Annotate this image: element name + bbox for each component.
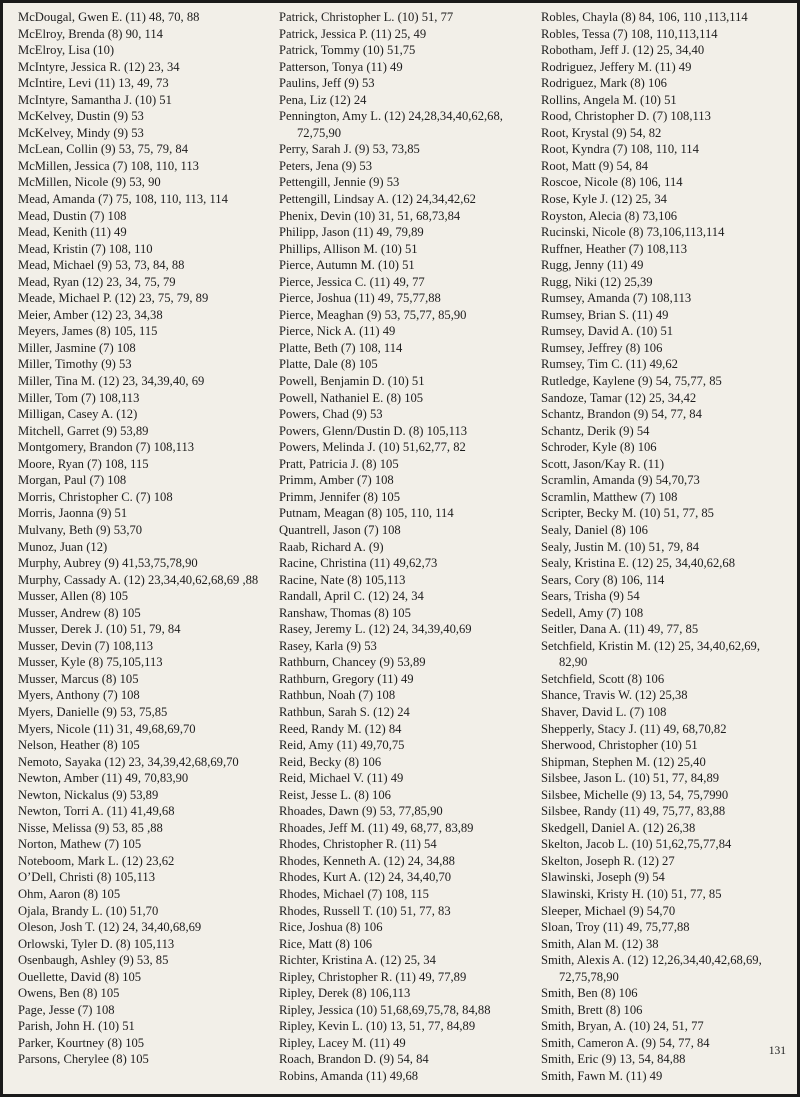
index-entry: Sealy, Justin M. (10) 51, 79, 84 xyxy=(541,539,699,554)
index-entry: Robles, Chayla (8) 84, 106, 110 ,113,114 xyxy=(541,10,748,24)
index-entry: Scramlin, Matthew (7) 108 xyxy=(541,489,678,504)
index-entry: Rose, Kyle J. (12) 25, 34 xyxy=(541,192,667,207)
index-entry: Patrick, Christopher L. (10) 51, 77 xyxy=(279,10,454,24)
index-entry: Musser, Devin (7) 108,113 xyxy=(18,638,154,653)
index-entry: Slawinski, Kristy H. (10) 51, 77, 85 xyxy=(541,886,722,901)
index-entry: Rhodes, Russell T. (10) 51, 77, 83 xyxy=(279,903,451,918)
index-entry: Miller, Timothy (9) 53 xyxy=(18,357,132,372)
index-entry: Shipman, Stephen M. (12) 25,40 xyxy=(541,754,706,769)
index-entry: Musser, Andrew (8) 105 xyxy=(18,605,141,620)
index-entry: Rathburn, Chancey (9) 53,89 xyxy=(279,655,426,670)
index-entry: Sherwood, Christopher (10) 51 xyxy=(541,738,698,753)
index-entry: Ojala, Brandy L. (10) 51,70 xyxy=(18,903,159,918)
index-entry: Patrick, Tommy (10) 51,75 xyxy=(279,43,416,58)
index-entry: Nemoto, Sayaka (12) 23, 34,39,42,68,69,70 xyxy=(18,754,239,769)
index-entry: Sloan, Troy (11) 49, 75,77,88 xyxy=(541,920,690,935)
index-entry: Smith, Alexis A. (12) 12,26,34,40,42,68,69, 72,75,78,90 xyxy=(541,953,762,984)
index-entry: Reid, Becky (8) 106 xyxy=(279,754,382,769)
index-entry: Putnam, Meagan (8) 105, 110, 114 xyxy=(279,506,454,521)
index-entry: Pierce, Joshua (11) 49, 75,77,88 xyxy=(279,291,441,306)
index-entry: McKelvey, Dustin (9) 53 xyxy=(18,109,144,124)
index-entry: Smith, Ben (8) 106 xyxy=(541,986,638,1001)
index-entry: Silsbee, Michelle (9) 13, 54, 75,7990 xyxy=(541,787,729,802)
index-entry: Racine, Nate (8) 105,113 xyxy=(279,572,406,587)
index-entry: Skelton, Jacob L. (10) 51,62,75,77,84 xyxy=(541,837,732,852)
index-entry: Smith, Brett (8) 106 xyxy=(541,1002,643,1017)
index-entry: Scott, Jason/Kay R. (11) xyxy=(541,456,665,471)
index-entry: Owens, Ben (8) 105 xyxy=(18,986,120,1001)
page-number: 131 xyxy=(768,1045,786,1057)
index-entry: Musser, Derek J. (10) 51, 79, 84 xyxy=(18,622,181,637)
index-entry: Rucinski, Nicole (8) 73,106,113,114 xyxy=(541,225,725,240)
index-entry: Setchfield, Scott (8) 106 xyxy=(541,671,665,686)
index-entry: Smith, Fawn M. (11) 49 xyxy=(541,1069,663,1083)
index-entry: Musser, Kyle (8) 75,105,113 xyxy=(18,655,163,670)
index-entry: Powers, Glenn/Dustin D. (8) 105,113 xyxy=(279,423,468,438)
index-entry: Reed, Randy M. (12) 84 xyxy=(279,721,402,736)
index-entry: Morris, Jaonna (9) 51 xyxy=(18,506,128,521)
index-entry: McDougal, Gwen E. (11) 48, 70, 88 xyxy=(18,10,200,24)
index-entry: Patrick, Jessica P. (11) 25, 49 xyxy=(279,26,427,41)
index-entry: Raab, Richard A. (9) xyxy=(279,539,384,554)
index-entry: Rutledge, Kaylene (9) 54, 75,77, 85 xyxy=(541,374,722,389)
index-entry: Pratt, Patricia J. (8) 105 xyxy=(279,456,399,471)
index-entry: Ripley, Lacey M. (11) 49 xyxy=(279,1035,406,1050)
index-entry: Myers, Danielle (9) 53, 75,85 xyxy=(18,704,168,719)
index-entry: Racine, Christina (11) 49,62,73 xyxy=(279,556,438,571)
index-entry: Pettengill, Lindsay A. (12) 24,34,42,62 xyxy=(279,192,476,207)
index-entry: Scramlin, Amanda (9) 54,70,73 xyxy=(541,473,700,488)
index-entry: Miller, Tina M. (12) 23, 34,39,40, 69 xyxy=(18,374,205,389)
index-entry: Mead, Kristin (7) 108, 110 xyxy=(18,241,153,256)
index-entry: Roach, Brandon D. (9) 54, 84 xyxy=(279,1052,429,1067)
index-entry: Shepperly, Stacy J. (11) 49, 68,70,82 xyxy=(541,721,727,736)
index-entry: Robotham, Jeff J. (12) 25, 34,40 xyxy=(541,43,705,58)
index-entry: Mead, Ryan (12) 23, 34, 75, 79 xyxy=(18,274,176,289)
index-entry: Pennington, Amy L. (12) 24,28,34,40,62,68, 72,75,90 xyxy=(279,109,503,140)
index-entry: Osenbaugh, Ashley (9) 53, 85 xyxy=(18,953,169,968)
index-entry: Ripley, Derek (8) 106,113 xyxy=(279,986,411,1001)
index-page xyxy=(3,3,797,1094)
index-entry: O’Dell, Christi (8) 105,113 xyxy=(18,870,155,885)
index-entry: Ohm, Aaron (8) 105 xyxy=(18,886,121,901)
index-entry: Ripley, Jessica (10) 51,68,69,75,78, 84,88 xyxy=(279,1002,491,1017)
index-entry: Scripter, Becky M. (10) 51, 77, 85 xyxy=(541,506,714,521)
index-entry: Sedell, Amy (7) 108 xyxy=(541,605,644,620)
index-entry: Smith, Cameron A. (9) 54, 77, 84 xyxy=(541,1035,710,1050)
index-column-3 xyxy=(541,9,791,1085)
index-entry: Powell, Benjamin D. (10) 51 xyxy=(279,374,425,389)
index-entry: Mead, Michael (9) 53, 73, 84, 88 xyxy=(18,258,185,273)
index-entry: Moore, Ryan (7) 108, 115 xyxy=(18,456,149,471)
index-entry: Setchfield, Kristin M. (12) 25, 34,40,62,69, 82,90 xyxy=(541,638,760,670)
index-entry: Platte, Beth (7) 108, 114 xyxy=(279,340,403,355)
index-entry: McKelvey, Mindy (9) 53 xyxy=(18,125,144,140)
index-entry: Smith, Bryan, A. (10) 24, 51, 77 xyxy=(541,1019,704,1034)
index-entry: Parsons, Cherylee (8) 105 xyxy=(18,1052,149,1067)
index-entry: Skedgell, Daniel A. (12) 26,38 xyxy=(541,820,696,835)
index-entry: McElroy, Brenda (8) 90, 114 xyxy=(18,26,163,41)
index-entry: Powers, Melinda J. (10) 51,62,77, 82 xyxy=(279,440,466,455)
index-entry: Mead, Dustin (7) 108 xyxy=(18,208,127,223)
index-entry: Parker, Kourtney (8) 105 xyxy=(18,1035,145,1050)
index-entry: Randall, April C. (12) 24, 34 xyxy=(279,589,424,604)
index-entry: McLean, Collin (9) 53, 75, 79, 84 xyxy=(18,142,188,157)
index-entry: Rugg, Niki (12) 25,39 xyxy=(541,274,653,289)
index-entry: Meier, Amber (12) 23, 34,38 xyxy=(18,307,163,322)
index-entry: Shance, Travis W. (12) 25,38 xyxy=(541,688,688,703)
index-column-2 xyxy=(279,9,533,1085)
index-entry: Slawinski, Joseph (9) 54 xyxy=(541,870,665,885)
index-entry: Rodriguez, Jeffery M. (11) 49 xyxy=(541,59,692,74)
index-entry: Rodriguez, Mark (8) 106 xyxy=(541,76,667,91)
index-entry: Mead, Kenith (11) 49 xyxy=(18,225,127,240)
index-entry: Schroder, Kyle (8) 106 xyxy=(541,440,657,455)
index-entry: Sears, Cory (8) 106, 114 xyxy=(541,572,665,587)
index-entry: McIntyre, Samantha J. (10) 51 xyxy=(18,92,172,107)
index-entry: Norton, Mathew (7) 105 xyxy=(18,837,142,852)
index-entry: Reid, Michael V. (11) 49 xyxy=(279,771,404,786)
index-entry: Morgan, Paul (7) 108 xyxy=(18,473,127,488)
index-entry: Patterson, Tonya (11) 49 xyxy=(279,59,403,74)
index-entry: Roscoe, Nicole (8) 106, 114 xyxy=(541,175,683,190)
index-entry: Pierce, Meaghan (9) 53, 75,77, 85,90 xyxy=(279,307,467,322)
index-entry: Oleson, Josh T. (12) 24, 34,40,68,69 xyxy=(18,920,202,935)
index-entry: Pena, Liz (12) 24 xyxy=(279,92,367,107)
index-entry: Morris, Christopher C. (7) 108 xyxy=(18,489,173,504)
index-entry: Root, Matt (9) 54, 84 xyxy=(541,158,649,173)
index-entry: Rhodes, Michael (7) 108, 115 xyxy=(279,886,429,901)
index-entry: Rumsey, Amanda (7) 108,113 xyxy=(541,291,692,306)
index-entry: Meyers, James (8) 105, 115 xyxy=(18,324,158,339)
index-entry: Phillips, Allison M. (10) 51 xyxy=(279,241,418,256)
index-entry: Phenix, Devin (10) 31, 51, 68,73,84 xyxy=(279,208,461,223)
index-entry: Reist, Jesse L. (8) 106 xyxy=(279,787,391,802)
index-entry: Parish, John H. (10) 51 xyxy=(18,1019,135,1034)
index-entry: Rathbun, Noah (7) 108 xyxy=(279,688,396,703)
index-entry: Nisse, Melissa (9) 53, 85 ,88 xyxy=(18,820,163,835)
index-entry: Ranshaw, Thomas (8) 105 xyxy=(279,605,411,620)
index-entry: Primm, Amber (7) 108 xyxy=(279,473,394,488)
index-entry: Myers, Anthony (7) 108 xyxy=(18,688,140,703)
index-entry: Sleeper, Michael (9) 54,70 xyxy=(541,903,676,918)
index-entry: Orlowski, Tyler D. (8) 105,113 xyxy=(18,936,175,951)
index-entry: Rhodes, Kenneth A. (12) 24, 34,88 xyxy=(279,853,455,868)
index-entry: Silsbee, Jason L. (10) 51, 77, 84,89 xyxy=(541,771,720,786)
index-entry: Nelson, Heather (8) 105 xyxy=(18,738,140,753)
index-entry: Rumsey, Tim C. (11) 49,62 xyxy=(541,357,678,372)
index-entry: Paulins, Jeff (9) 53 xyxy=(279,76,375,91)
index-entry: Rathburn, Gregory (11) 49 xyxy=(279,671,414,686)
index-entry: Smith, Eric (9) 13, 54, 84,88 xyxy=(541,1052,686,1067)
index-entry: Schantz, Brandon (9) 54, 77, 84 xyxy=(541,407,702,422)
index-entry: Musser, Marcus (8) 105 xyxy=(18,671,139,686)
index-entry: Schantz, Derik (9) 54 xyxy=(541,423,650,438)
index-entry: Ouellette, David (8) 105 xyxy=(18,969,142,984)
index-entry: Reid, Amy (11) 49,70,75 xyxy=(279,738,405,753)
index-entry: Milligan, Casey A. (12) xyxy=(18,407,138,422)
index-entry: Ripley, Christopher R. (11) 49, 77,89 xyxy=(279,969,467,984)
index-entry: Rhoades, Dawn (9) 53, 77,85,90 xyxy=(279,804,443,819)
index-entry: Root, Krystal (9) 54, 82 xyxy=(541,125,662,140)
index-entry: Rugg, Jenny (11) 49 xyxy=(541,258,644,273)
index-entry: Murphy, Cassady A. (12) 23,34,40,62,68,69 ,88 xyxy=(18,572,259,587)
index-entry: Primm, Jennifer (8) 105 xyxy=(279,489,401,504)
index-entry: Munoz, Juan (12) xyxy=(18,539,108,554)
index-entry: McMillen, Nicole (9) 53, 90 xyxy=(18,175,161,190)
index-entry: Mitchell, Garret (9) 53,89 xyxy=(18,423,149,438)
index-entry: Pettengill, Jennie (9) 53 xyxy=(279,175,400,190)
index-entry: Newton, Nickalus (9) 53,89 xyxy=(18,787,159,802)
index-entry: McElroy, Lisa (10) xyxy=(18,43,115,58)
index-entry: Myers, Nicole (11) 31, 49,68,69,70 xyxy=(18,721,196,736)
index-entry: Pierce, Jessica C. (11) 49, 77 xyxy=(279,274,425,289)
index-entry: Perry, Sarah J. (9) 53, 73,85 xyxy=(279,142,420,157)
index-entry: McIntyre, Jessica R. (12) 23, 34 xyxy=(18,59,180,74)
index-entry: McIntire, Levi (11) 13, 49, 73 xyxy=(18,76,169,91)
index-entry: Murphy, Aubrey (9) 41,53,75,78,90 xyxy=(18,556,198,571)
index-entry: Rasey, Jeremy L. (12) 24, 34,39,40,69 xyxy=(279,622,472,637)
index-entry: Smith, Alan M. (12) 38 xyxy=(541,936,659,951)
index-entry: Pierce, Nick A. (11) 49 xyxy=(279,324,396,339)
index-entry: Powell, Nathaniel E. (8) 105 xyxy=(279,390,424,405)
index-entry: Rollins, Angela M. (10) 51 xyxy=(541,92,677,107)
index-entry: Rood, Christopher D. (7) 108,113 xyxy=(541,109,711,124)
index-entry: Platte, Dale (8) 105 xyxy=(279,357,378,372)
index-entry: Rumsey, Brian S. (11) 49 xyxy=(541,307,669,322)
index-entry: Shaver, David L. (7) 108 xyxy=(541,704,667,719)
index-entry: Rhoades, Jeff M. (11) 49, 68,77, 83,89 xyxy=(279,820,474,835)
index-entry: Robles, Tessa (7) 108, 110,113,114 xyxy=(541,26,718,41)
index-entry: Ripley, Kevin L. (10) 13, 51, 77, 84,89 xyxy=(279,1019,476,1034)
index-entry: Rhodes, Kurt A. (12) 24, 34,40,70 xyxy=(279,870,452,885)
index-entry: Sealy, Kristina E. (12) 25, 34,40,62,68 xyxy=(541,556,736,571)
index-entry: Silsbee, Randy (11) 49, 75,77, 83,88 xyxy=(541,804,726,819)
index-entry: Mulvany, Beth (9) 53,70 xyxy=(18,522,143,537)
index-entry: McMillen, Jessica (7) 108, 110, 113 xyxy=(18,158,199,173)
index-entry: Rice, Joshua (8) 106 xyxy=(279,920,383,935)
index-entry: Rice, Matt (8) 106 xyxy=(279,936,373,951)
index-entry: Musser, Allen (8) 105 xyxy=(18,589,129,604)
index-entry: Noteboom, Mark L. (12) 23,62 xyxy=(18,853,175,868)
index-entry: Sandoze, Tamar (12) 25, 34,42 xyxy=(541,390,697,405)
index-entry: Page, Jesse (7) 108 xyxy=(18,1002,115,1017)
index-entry: Mead, Amanda (7) 75, 108, 110, 113, 114 xyxy=(18,192,228,207)
index-entry: Root, Kyndra (7) 108, 110, 114 xyxy=(541,142,699,157)
index-entry: Rathbun, Sarah S. (12) 24 xyxy=(279,704,410,719)
index-column-1 xyxy=(18,9,266,1068)
index-entry: Miller, Tom (7) 108,113 xyxy=(18,390,140,405)
index-entry: Skelton, Joseph R. (12) 27 xyxy=(541,853,675,868)
index-entry: Rumsey, Jeffrey (8) 106 xyxy=(541,340,663,355)
index-entry: Newton, Amber (11) 49, 70,83,90 xyxy=(18,771,189,786)
index-entry: Rhodes, Christopher R. (11) 54 xyxy=(279,837,437,852)
index-entry: Newton, Torri A. (11) 41,49,68 xyxy=(18,804,175,819)
index-entry: Royston, Alecia (8) 73,106 xyxy=(541,208,678,223)
index-entry: Richter, Kristina A. (12) 25, 34 xyxy=(279,953,436,968)
index-entry: Philipp, Jason (11) 49, 79,89 xyxy=(279,225,424,240)
index-entry: Robins, Amanda (11) 49,68 xyxy=(279,1069,419,1083)
index-entry: Montgomery, Brandon (7) 108,113 xyxy=(18,440,195,455)
index-entry: Seitler, Dana A. (11) 49, 77, 85 xyxy=(541,622,699,637)
index-entry: Meade, Michael P. (12) 23, 75, 79, 89 xyxy=(18,291,209,306)
index-entry: Pierce, Autumn M. (10) 51 xyxy=(279,258,415,273)
index-entry: Rumsey, David A. (10) 51 xyxy=(541,324,674,339)
index-entry: Rasey, Karla (9) 53 xyxy=(279,638,377,653)
index-entry: Sears, Trisha (9) 54 xyxy=(541,589,640,604)
index-entry: Ruffner, Heather (7) 108,113 xyxy=(541,241,688,256)
index-entry: Peters, Jena (9) 53 xyxy=(279,158,373,173)
index-entry: Miller, Jasmine (7) 108 xyxy=(18,340,136,355)
index-entry: Powers, Chad (9) 53 xyxy=(279,407,383,422)
index-entry: Sealy, Daniel (8) 106 xyxy=(541,522,648,537)
index-entry: Quantrell, Jason (7) 108 xyxy=(279,522,401,537)
